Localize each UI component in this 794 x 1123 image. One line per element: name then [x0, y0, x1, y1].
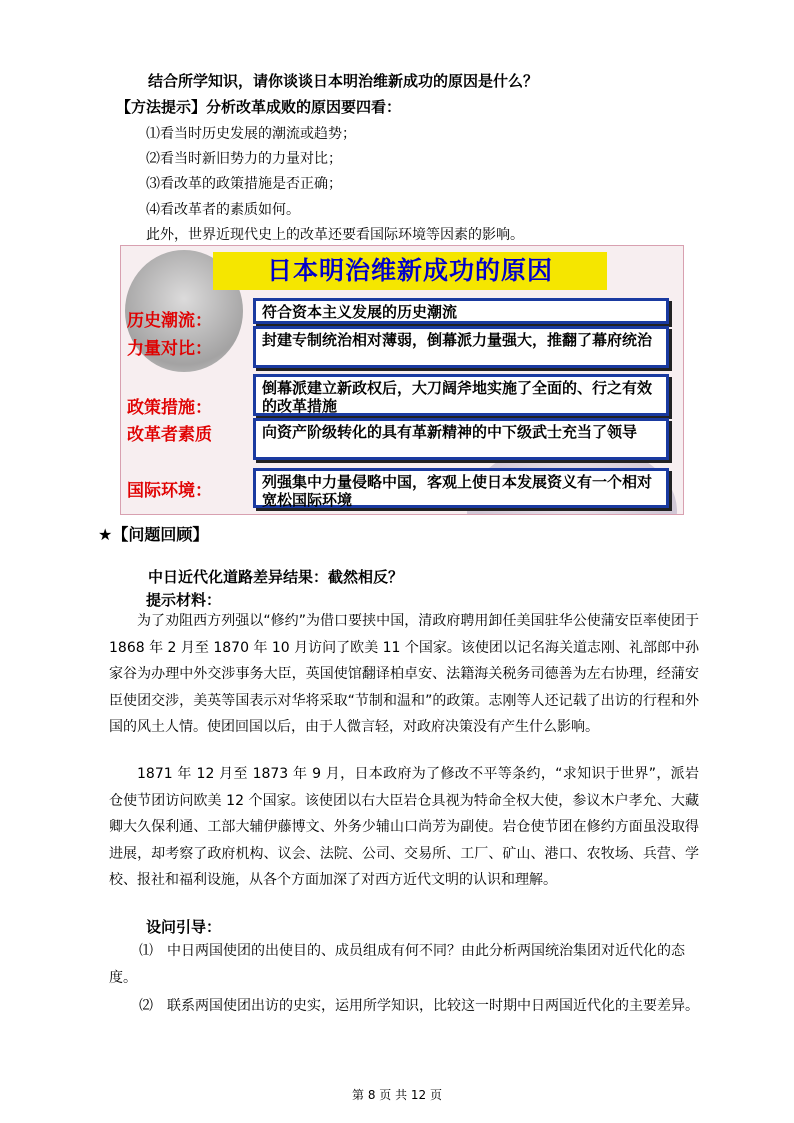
- tip-item: ⑷看改革者的素质如何。: [146, 202, 300, 218]
- guide-label: 设问引导：: [146, 918, 222, 936]
- method-tip-heading: 【方法提示】分析改革成败的原因要四看：: [116, 98, 402, 116]
- slide-title: 日本明治维新成功的原因: [213, 252, 607, 290]
- material-paragraph: 1871 年 12 月至 1873 年 9 月，日本政府为了修改不平等条约，“求知识于世界”，派岩仓使节团访问欧美 12 个国家。该使团以右大臣岩仓具视为特命全权大使，参议木户孝允、大藏卿大久保利通、工部大辅伊藤博文、外务少辅山口尚芳为副使。岩仓使节团在修约方面虽没取得进展，却考察了政府机构、议会、法院、公司、交易所、工厂、矿山、港口、农牧场、兵营、学校、报社和福利设施，从各个方面加深了对西方近代文明的认识和理解。: [109, 766, 699, 888]
- label-international: 国际环境：: [127, 481, 212, 501]
- material-label: 提示材料：: [146, 591, 222, 609]
- meiji-reasons-slide: [120, 245, 684, 515]
- guide-question-text: 中日两国使团的出使目的、成员组成有何不同？由此分析两国统治集团对近代化的态度。: [109, 943, 685, 986]
- reason-box: 符合资本主义发展的历史潮流: [253, 298, 669, 324]
- guide-question: [109, 938, 699, 991]
- guide-question-number: ⑵: [139, 998, 153, 1014]
- reason-box: 列强集中力量侵略中国，客观上使日本发展资义有一个相对宽松国际环境: [253, 468, 669, 508]
- discussion-question: 结合所学知识，请你谈谈日本明治维新成功的原因是什么？: [148, 72, 539, 90]
- reason-box: 封建专制统治相对薄弱，倒幕派力量强大，推翻了幕府统治: [253, 326, 669, 368]
- guide-question-number: ⑴: [139, 943, 153, 959]
- review-question: 中日近代化道路差异结果：截然相反？: [148, 568, 404, 586]
- label-policy: 政策措施：: [127, 398, 212, 418]
- tip-item: ⑴看当时历史发展的潮流或趋势；: [146, 126, 356, 142]
- reason-box: 向资产阶级转化的具有革新精神的中下级武士充当了领导: [253, 418, 669, 460]
- reason-box: 倒幕派建立新政权后，大刀阔斧地实施了全面的、行之有效的改革措施: [253, 374, 669, 416]
- label-reformer-quality: 改革者素质: [127, 425, 212, 445]
- tip-item: ⑵看当时新旧势力的力量对比；: [146, 151, 342, 167]
- material-paragraph: 为了劝阻西方列强以“修约”为借口要挟中国，清政府聘用卸任美国驻华公使蒲安臣率使团于 1868 年 2 月至 1870 年 10 月访问了欧美 11 个国家。该使团以记名海关道志刚、礼部郎中孙家谷为办理中外交涉事务大臣，英国使馆翻译柏卓安、法籍海关税务司德善为左右协理，经蒲安臣使团交涉，美英等国表示对华将采取“节制和温和”的政策。志刚等人还记载了出访的行程和外国的风土人情。使团回国以后，由于人微言轻，对政府决策没有产生什么影响。: [109, 613, 699, 735]
- label-history-trend: 历史潮流：: [127, 311, 212, 331]
- guide-question: [109, 993, 699, 1020]
- review-heading: ★【问题回顾】: [98, 525, 209, 544]
- tip-item: ⑶看改革的政策措施是否正确；: [146, 176, 342, 192]
- guide-question-text: 联系两国使团出访的史实，运用所学知识，比较这一时期中日两国近代化的主要差异。: [167, 998, 699, 1014]
- label-power-balance: 力量对比：: [127, 339, 212, 359]
- page-footer: 第 8 页 共 12 页: [352, 1088, 442, 1102]
- extra-note: 此外，世界近现代史上的改革还要看国际环境等因素的影响。: [146, 227, 524, 243]
